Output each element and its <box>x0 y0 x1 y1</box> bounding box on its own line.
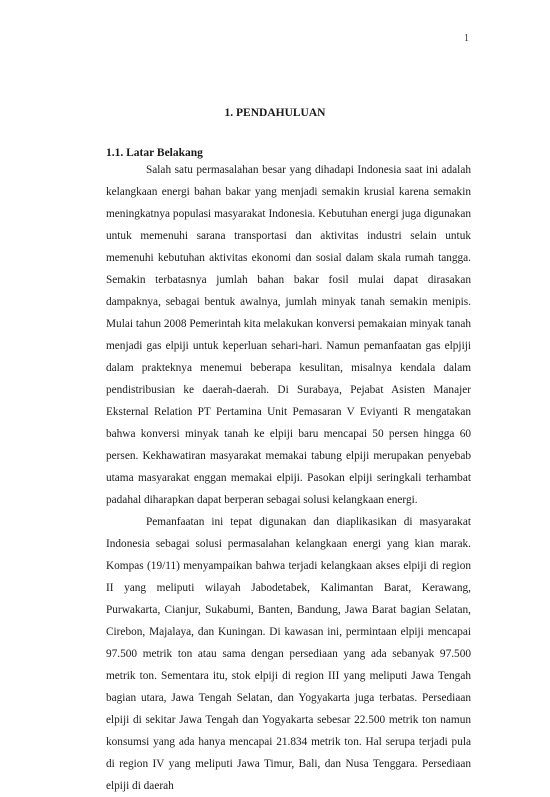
page-number: 1 <box>464 33 469 44</box>
body-text <box>106 159 471 797</box>
section-title: 1.1. Latar Belakang <box>106 147 203 159</box>
chapter-title: 1. PENDAHULUAN <box>224 107 326 119</box>
paragraph-2: Pemanfaatan ini tepat digunakan dan diaplikasikan di masyarakat Indonesia sebagai solusi permasalahan kelangkaan energi yang kian marak. Kompas (19/11) menyampaikan bahwa terjadi kelangkaan akses elpiji di region II yang meliputi wilayah Jabodetabek, Kalimantan Barat, Kerawang, Purwakarta, Cianjur, Sukabumi, Banten, Bandung, Jawa Barat bagian Selatan, Cirebon, Majalaya, dan Kuningan. Di kawasan ini, permintaan elpiji mencapai 97.500 metrik ton atau sama dengan persediaan yang ada sebanyak 97.500 metrik ton. Sementara itu, stok elpiji di region III yang meliputi Jawa Tengah bagian utara, Jawa Tengah Selatan, dan Yogyakarta juga terbatas. Persediaan elpiji di sekitar Jawa Tengah dan Yogyakarta sebesar 22.500 metrik ton namun konsumsi yang ada hanya mencapai 21.834 metrik ton. Hal serupa terjadi pula di region IV yang meliputi Jawa Timur, Bali, dan Nusa Tenggara. Persediaan elpiji di daerah <box>106 516 471 792</box>
paragraph-1: Salah satu permasalahan besar yang dihadapi Indonesia saat ini adalah kelangkaan energi bahan bakar yang menjadi semakin krusial karena semakin meningkatnya populasi masyarakat Indonesia. Kebutuhan energi juga digunakan untuk memenuhi sarana transportasi dan aktivitas industri selain untuk memenuhi kebutuhan aktivitas ekonomi dan sosial dalam skala rumah tangga. Semakin terbatasnya jumlah bahan bakar fosil mulai dapat dirasakan dampaknya, sebagai bentuk awalnya, jumlah minyak tanah semakin menipis. Mulai tahun 2008 Pemerintah kita melakukan konversi pemakaian minyak tanah menjadi gas elpiji untuk keperluan sehari-hari. Namun pemanfaatan gas elpjiji dalam prakteknya menemui beberapa kesulitan, misalnya kendala dalam pendistribusian ke daerah-daerah. Di Surabaya, Pejabat Asisten Manajer Eksternal Relation PT Pertamina Unit Pemasaran V Eviyanti R mengatakan bahwa konversi minyak tanah ke elpiji baru mencapai 50 persen hingga 60 persen. Kekhawatiran masyarakat memakai tabung elpiji merupakan penyebab utama masyarakat enggan memakai elpiji. Pasokan elpiji seringkali terhambat padahal diharapkan dapat berperan sebagai solusi kelangkaan energi. <box>106 164 471 506</box>
